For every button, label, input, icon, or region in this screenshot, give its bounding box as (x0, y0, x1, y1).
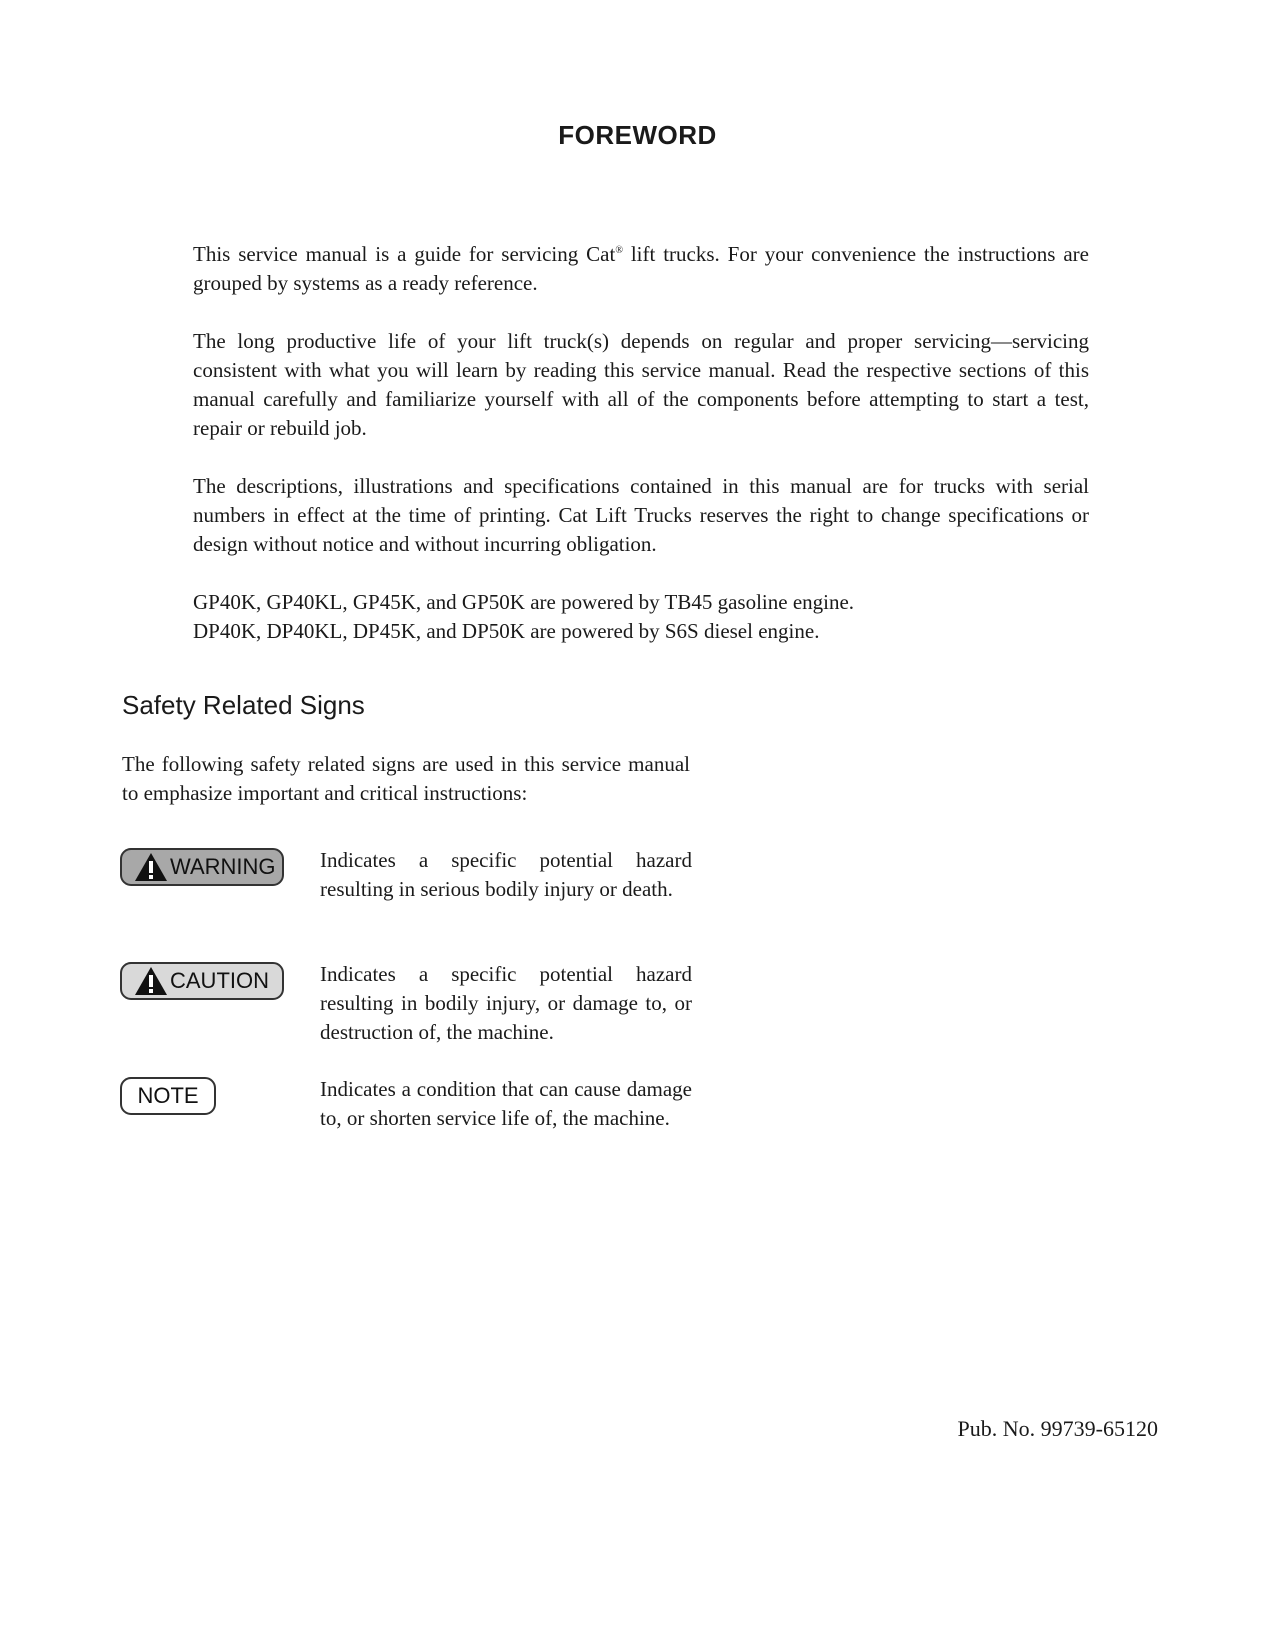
warning-sign (120, 848, 284, 886)
section-intro: The following safety related signs are used in this service manual to emphasize important and critical instructions: (122, 752, 690, 805)
foreword-paragraph-2: The long productive life of your lift truck(s) depends on regular and proper servicing—servicing consistent with what you will learn by reading this service manual. Read the respective sections of this manual carefully and familiarize yourself with all of the components before attempting to start a test, repair or rebuild job. (193, 329, 1089, 440)
sign-description: Indicates a specific potential hazard resulting in bodily injury, or damage to, or destruction of, the machine. (320, 962, 692, 1044)
foreword-paragraph-3: The descriptions, illustrations and specifications contained in this manual are for trucks with serial numbers in effect at the time of printing. Cat Lift Trucks reserves the right to change specifications or design without notice and without incurring obligation. (193, 474, 1089, 556)
sign-label-text: WARNING (170, 854, 276, 879)
publication-number: Pub. No. 99739-65120 (957, 1416, 1158, 1441)
caution-sign (120, 962, 284, 1000)
gasoline-models-line: GP40K, GP40KL, GP45K, and GP50K are powered by TB45 gasoline engine. (193, 590, 855, 614)
diesel-models-line: DP40K, DP40KL, DP45K, and DP50K are powered by S6S diesel engine. (193, 619, 820, 643)
paragraph-text: This service manual is a guide for servicing Cat (193, 242, 616, 266)
sign-label-text: CAUTION (170, 968, 269, 993)
sign-description: Indicates a condition that can cause damage to, or shorten service life of, the machine. (320, 1077, 692, 1130)
page-title: FOREWORD (558, 120, 717, 150)
note-sign (120, 1077, 216, 1115)
sign-label-text: NOTE (137, 1083, 199, 1108)
foreword-body (193, 240, 1089, 675)
foreword-paragraph-1 (193, 240, 1089, 298)
sign-description: Indicates a specific potential hazard resulting in serious bodily injury or death. (320, 848, 692, 901)
registered-mark: ® (615, 245, 623, 256)
warning-triangle-icon (134, 852, 168, 882)
engine-models (193, 588, 1089, 646)
warning-triangle-icon (134, 966, 168, 996)
paragraph-text: lift trucks. For your convenience the instructions are grouped by systems as a ready reference. (193, 242, 1089, 295)
section-heading: Safety Related Signs (122, 690, 365, 720)
